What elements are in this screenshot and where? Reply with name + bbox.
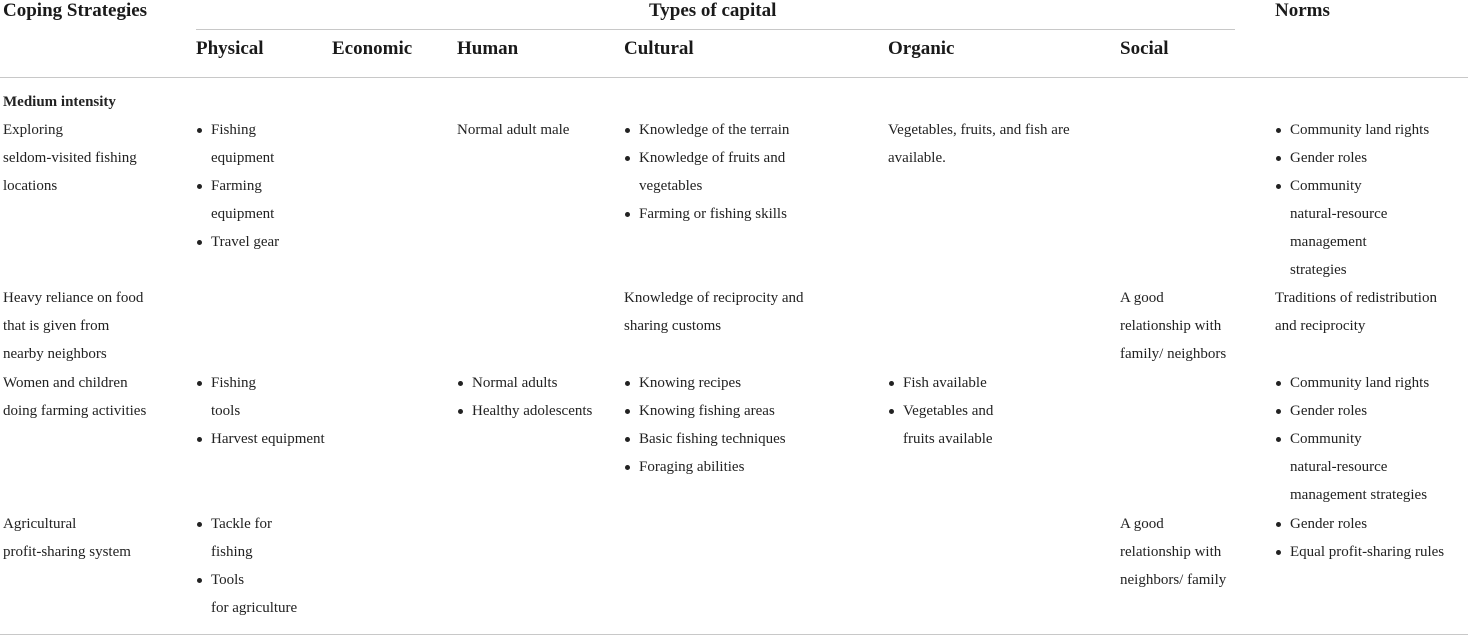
- cultural-cell: Knowledge of reciprocity and sharing customs: [624, 290, 804, 334]
- strategy-cell: Heavy reliance on food that is given from nearby neighbors: [3, 290, 144, 362]
- list-item: Knowing recipes: [624, 369, 786, 397]
- capital-header-rule: [196, 29, 1235, 30]
- list-item: Tackle for fishing: [196, 510, 297, 566]
- list-item: Normal adults: [457, 369, 592, 397]
- list-item: Vegetables and fruits available: [888, 397, 993, 453]
- list-item: Equal profit-sharing rules: [1275, 538, 1444, 566]
- norms-list: [1275, 369, 1429, 509]
- table-bottom-rule: [0, 634, 1468, 635]
- list-item: Community natural-resource management strategies: [1275, 172, 1429, 284]
- norms-header: Norms: [1275, 0, 1330, 21]
- list-item: Farming equipment: [196, 172, 279, 228]
- list-item: Basic fishing techniques: [624, 425, 786, 453]
- list-item: Gender roles: [1275, 144, 1429, 172]
- physical-list: [196, 510, 297, 622]
- social-cell: A good relationship with neighbors/ family: [1120, 516, 1227, 588]
- economic-header: Economic: [332, 38, 413, 59]
- list-item: Foraging abilities: [624, 453, 786, 481]
- list-item: Fish available: [888, 369, 993, 397]
- strategy-cell: Exploring seldom-visited fishing locations: [3, 122, 137, 194]
- coping-strategies-header: Coping Strategies: [3, 0, 148, 21]
- list-item: Community land rights: [1275, 369, 1429, 397]
- list-item: Tools for agriculture: [196, 566, 297, 622]
- physical-list: [196, 369, 325, 453]
- physical-header: Physical: [196, 38, 264, 59]
- list-item: Community land rights: [1275, 116, 1429, 144]
- list-item: Knowing fishing areas: [624, 397, 786, 425]
- list-item: Healthy adolescents: [457, 397, 592, 425]
- human-header: Human: [457, 38, 519, 59]
- social-header: Social: [1120, 38, 1169, 59]
- strategy-cell: Agricultural profit-sharing system: [3, 516, 131, 560]
- norms-list: [1275, 510, 1444, 566]
- norms-list: [1275, 116, 1429, 284]
- strategy-cell: Women and children doing farming activities: [3, 375, 147, 419]
- organic-cell: Vegetables, fruits, and fish are available.: [888, 122, 1070, 166]
- list-item: Fishing tools: [196, 369, 325, 425]
- list-item: Community natural-resource management strategies: [1275, 425, 1429, 509]
- types-of-capital-header: Types of capital: [649, 0, 777, 21]
- organic-header: Organic: [888, 38, 955, 59]
- list-item: Farming or fishing skills: [624, 200, 789, 228]
- organic-list: [888, 369, 993, 453]
- physical-list: [196, 116, 279, 256]
- list-item: Gender roles: [1275, 510, 1444, 538]
- list-item: Travel gear: [196, 228, 279, 256]
- cultural-header: Cultural: [624, 38, 694, 59]
- cultural-list: [624, 116, 789, 228]
- list-item: Knowledge of the terrain: [624, 116, 789, 144]
- norms-cell: Traditions of redistribution and reciprocity: [1275, 290, 1437, 334]
- list-item: Gender roles: [1275, 397, 1429, 425]
- human-cell: Normal adult male: [457, 122, 570, 138]
- section-title: Medium intensity: [3, 94, 116, 110]
- list-item: Harvest equipment: [196, 425, 325, 453]
- cultural-list: [624, 369, 786, 481]
- header-bottom-rule: [0, 77, 1468, 78]
- list-item: Knowledge of fruits and vegetables: [624, 144, 789, 200]
- human-list: [457, 369, 592, 425]
- social-cell: A good relationship with family/ neighbors: [1120, 290, 1227, 362]
- list-item: Fishing equipment: [196, 116, 279, 172]
